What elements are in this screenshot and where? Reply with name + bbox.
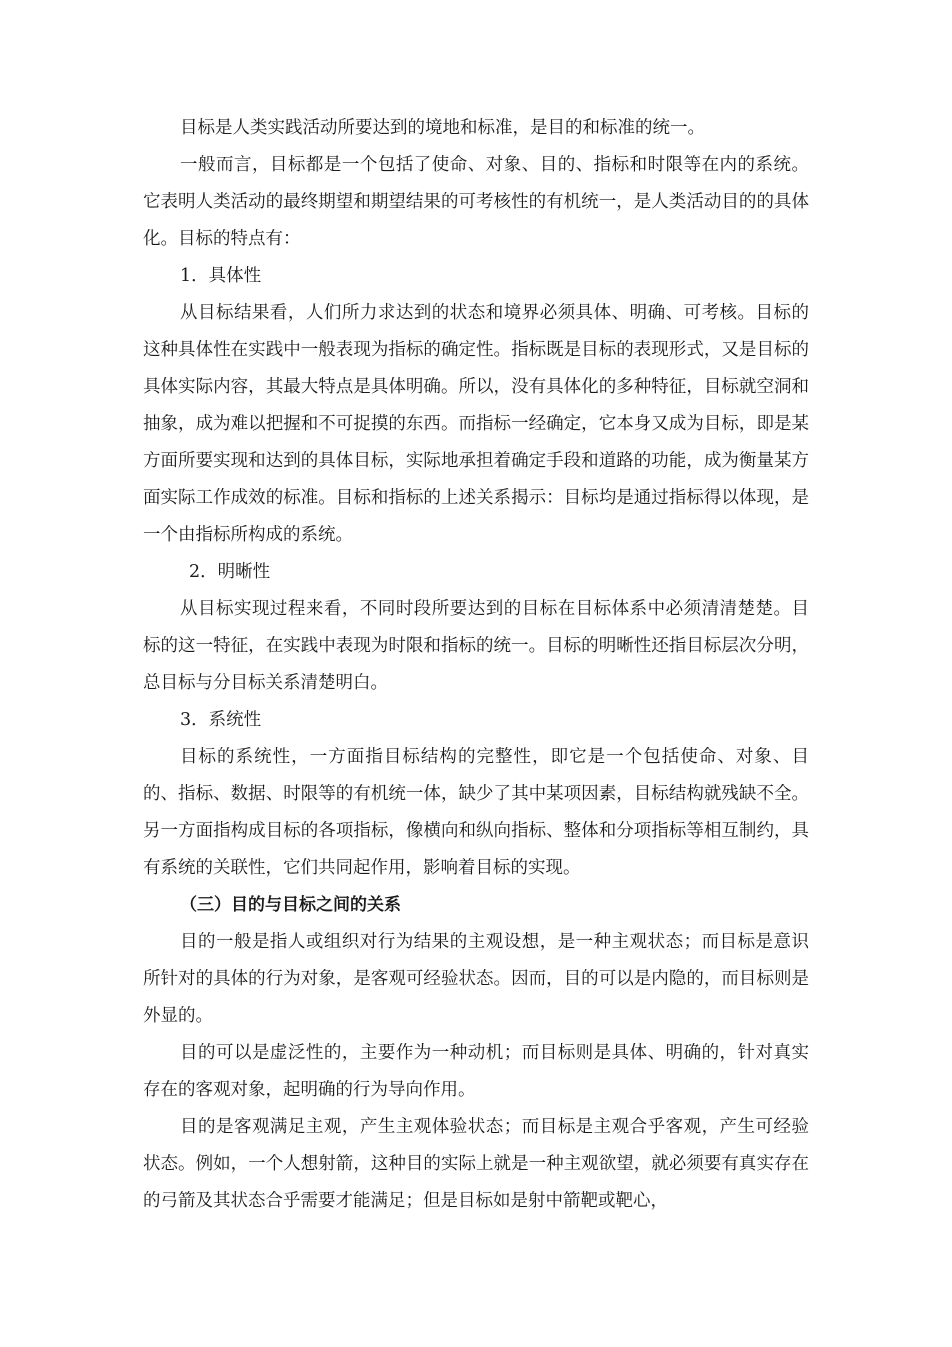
paragraph-purpose-vs-goal-2: 目的可以是虚泛性的，主要作为一种动机；而目标则是具体、明确的，针对真实存在的客观对象，起明确的行为导向作用。 [143, 1043, 809, 1100]
heading-systematicness: 3．系统性 [180, 710, 262, 730]
paragraph-systematicness: 目标的系统性，一方面指目标结构的完整性，即它是一个包括使命、对象、目的、指标、数据、时限等的有机统一体，缺少了其中某项因素，目标结构就残缺不全。另一方面指构成目标的各项指标，像横向和纵向指标、整体和分项指标等相互制约，具有系统的关联性，它们共同起作用，影响着目标的实现。 [143, 747, 809, 878]
paragraph-concreteness: 从目标结果看，人们所力求达到的状态和境界必须具体、明确、可考核。目标的这种具体性在实践中一般表现为指标的确定性。指标既是目标的表现形式，又是目标的具体实际内容，其最大特点是具体明确。所以，没有具体化的多种特征，目标就空洞和抽象，成为难以把握和不可捉摸的东西。而指标一经确定，它本身又成为目标，即是某方面所要实现和达到的具体目标，实际地承担着确定手段和道路的功能，成为衡量某方面实际工作成效的标准。目标和指标的上述关系揭示：目标均是通过指标得以体现，是一个由指标所构成的系统。 [143, 303, 809, 545]
document-page [143, 110, 809, 1220]
section-heading-purpose-vs-goal: （三）目的与目标之间的关系 [180, 895, 401, 915]
paragraph-purpose-vs-goal-3: 目的是客观满足主观，产生主观体验状态；而目标是主观合乎客观，产生可经验状态。例如，一个人想射箭，这种目的实际上就是一种主观欲望，就必须要有真实存在的弓箭及其状态合乎需要才能满足；但是目标如是射中箭靶或靶心， [143, 1117, 809, 1211]
paragraph-clarity: 从目标实现过程来看，不同时段所要达到的目标在目标体系中必须清清楚楚。目标的这一特征，在实践中表现为时限和指标的统一。目标的明晰性还指目标层次分明，总目标与分目标关系清楚明白。 [143, 599, 809, 693]
paragraph-purpose-vs-goal-1: 目的一般是指人或组织对行为结果的主观设想，是一种主观状态；而目标是意识所针对的具体的行为对象，是客观可经验状态。因而，目的可以是内隐的，而目标则是外显的。 [143, 932, 809, 1026]
heading-concreteness: 1．具体性 [180, 266, 262, 286]
paragraph-goal-definition: 目标是人类实践活动所要达到的境地和标准，是目的和标准的统一。 [180, 118, 705, 138]
paragraph-goal-system: 一般而言，目标都是一个包括了使命、对象、目的、指标和时限等在内的系统。它表明人类活动的最终期望和期望结果的可考核性的有机统一，是人类活动目的的具体化。目标的特点有： [143, 155, 809, 249]
heading-clarity: 2．明晰性 [189, 562, 271, 582]
